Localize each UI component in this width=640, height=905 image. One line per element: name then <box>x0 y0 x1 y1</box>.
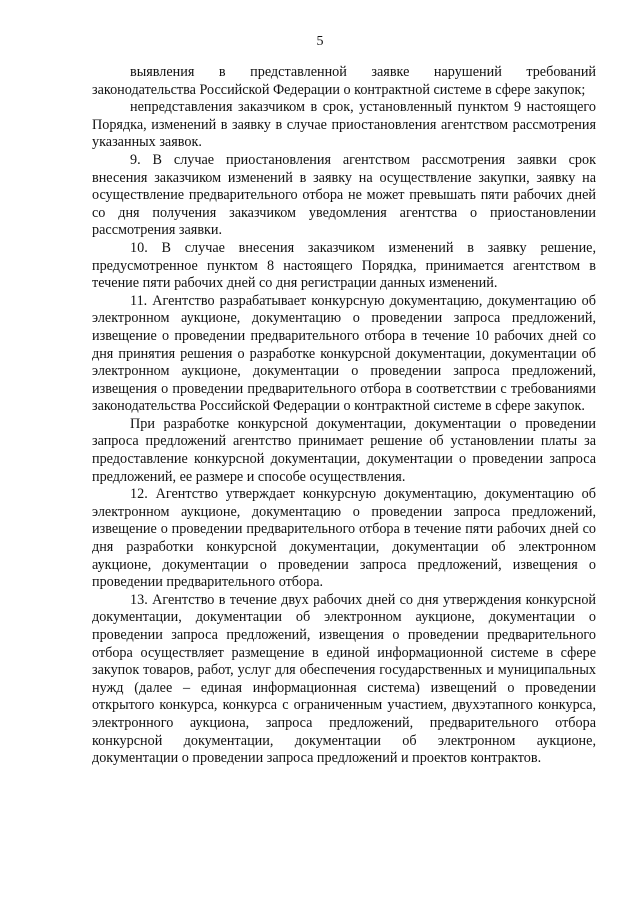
paragraph-item-13: 13. Агентство в течение двух рабочих дней со дня утверждения конкурсной документации, документации об электронном аукционе, документации о проведении запроса предложений, извещения о проведении предварительного отбора осуществляет размещение в единой информационной системе в сфере закупок товаров, работ, услуг для обеспечения государственных и муниципальных нужд (далее – единая информационная система) извещений о проведении открытого конкурса, конкурса с ограниченным участием, двухэтапного конкурса, электронного аукциона, запроса предложений, предварительного отбора конкурсной документации, документации об электронном аукционе, документации о проведении запроса предложений и проектов контрактов. <box>92 591 596 767</box>
document-body <box>92 64 596 768</box>
paragraph-fee-decision: При разработке конкурсной документации, документации о проведении запроса предложений агентство принимает решение об установлении платы за предоставление конкурсной документации, документации о проведении запроса предложений, ее размере и способе осуществления. <box>92 415 596 485</box>
paragraph-non-submission: непредставления заказчиком в срок, установленный пунктом 9 настоящего Порядка, изменений в заявку в случае приостановления агентством рассмотрения указанных заявок. <box>92 99 596 151</box>
paragraph-violations: выявления в представленной заявке нарушений требований законодательства Российской Федерации о контрактной системе в сфере закупок; <box>92 64 596 98</box>
paragraph-item-11: 11. Агентство разрабатывает конкурсную документацию, документацию об электронном аукционе, документацию о проведении запроса предложений, извещение о проведении предварительного отбора в течение 10 рабочих дней со дня принятия решения о разработке конкурсной документации, документации об электронном аукционе, документации о проведении запроса предложений, извещения о проведении предварительного отбора в соответствии с требованиями законодательства Российской Федерации о контрактной системе в сфере закупок. <box>92 292 596 415</box>
paragraph-item-10: 10. В случае внесения заказчиком изменений в заявку решение, предусмотренное пунктом 8 настоящего Порядка, принимается агентством в течение пяти рабочих дней со дня регистрации данных изменений. <box>92 239 596 292</box>
page-number: 5 <box>316 34 324 49</box>
paragraph-item-9: 9. В случае приостановления агентством рассмотрения заявки срок внесения заказчиком изменений в заявку на осуществление закупки, заявку на осуществление предварительного отбора не может превышать пяти рабочих дней со дня получения заказчиком уведомления агентства о приостановлении рассмотрения заявки. <box>92 151 596 239</box>
paragraph-item-12: 12. Агентство утверждает конкурсную документацию, документацию об электронном аукционе, документацию о проведении запроса предложений, извещение о проведении предварительного отбора в течение пяти рабочих дней со дня разработки конкурсной документации, документации об электронном аукционе, документации о проведении запроса предложений, извещения о проведении предварительного отбора. <box>92 486 596 591</box>
